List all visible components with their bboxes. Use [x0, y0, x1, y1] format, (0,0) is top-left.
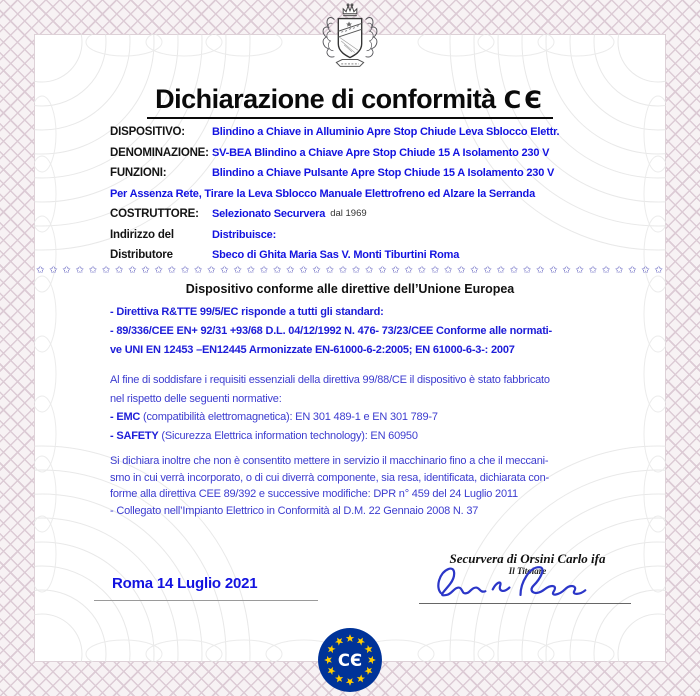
directive-line: - Direttiva R&TTE 99/5/EC risponde a tutti gli standard: [110, 306, 384, 318]
safety-text: (Sicurezza Elettrica information technology): EN 60950 [158, 429, 418, 442]
field-label: FUNZIONI: [110, 167, 167, 179]
requirements-paragraph [110, 371, 610, 445]
star-separator-row: ✩ ✩ ✩ ✩ ✩ ✩ ✩ ✩ ✩ ✩ ✩ ✩ ✩ ✩ ✩ ✩ ✩ ✩ ✩ ✩ ✩ ✩ ✩ ✩ ✩ ✩ ✩ ✩ ✩ ✩ ✩ ✩ ✩ ✩ ✩ ✩ ✩ ✩ ✩ ✩ ✩ ✩ ✩ ✩ ✩ ✩ ✩ ✩ [36, 265, 664, 276]
date-rule-line [94, 600, 318, 601]
field-label: Indirizzo del [110, 228, 174, 241]
handwritten-signature [428, 558, 613, 606]
declaration-line: - Collegato nell’Impianto Elettrico in Conformità al D.M. 22 Gennaio 2008 N. 37 [110, 504, 479, 517]
place-and-date: Roma 14 Luglio 2021 [112, 575, 258, 592]
requirements-line: nel rispetto delle seguenti normative: [110, 392, 282, 405]
signatory-name: Securvera di Orsini Carlo ifa [449, 551, 606, 566]
safety-label: - SAFETY [110, 429, 159, 442]
emc-text: (compatibilità elettromagnetica): EN 301 489-1 e EN 301 789-7 [140, 411, 438, 423]
field-value: Blindino a Chiave Pulsante Apre Stop Chiude 15 A Isolamento 230 V [212, 167, 555, 179]
ce-mark-title: CЄ [503, 86, 545, 114]
document-title [0, 84, 700, 119]
signature-rule-line [419, 603, 631, 604]
field-row-costruttore [110, 204, 605, 225]
directive-line: - 89/336/CEE EN+ 92/31 +93/68 D.L. 04/12/1992 N. 476- 73/23/CEE Conforme alle normati- [110, 325, 552, 337]
directives-paragraph [110, 303, 610, 360]
declaration-paragraph [110, 453, 610, 519]
field-value: SV-BEA Blindino a Chiave Apre Stop Chiude 15 A Isolamento 230 V [212, 146, 550, 159]
eu-ce-emblem [317, 627, 383, 693]
ce-mark-emblem: CЄ [337, 651, 363, 671]
safety-line [110, 427, 610, 446]
field-label: DENOMINAZIONE: [110, 146, 209, 159]
field-value-continued: Per Assenza Rete, Tirare la Leva Sblocco Manuale Elettrofreno ed Alzare la Serranda [110, 187, 535, 200]
field-label: Distributore [110, 249, 173, 261]
signatory-role: Il Titolare [508, 566, 547, 576]
field-label: COSTRUTTORE: [110, 208, 199, 220]
field-value: Distribuisce: [212, 228, 277, 241]
field-value: Selezionato Securvera [212, 208, 326, 220]
field-row-denominazione [110, 143, 605, 164]
field-row-dispositivo [110, 122, 605, 143]
field-row-indirizzo [110, 225, 605, 246]
requirements-line: Al fine di soddisfare i requisiti essenziali della direttiva 99/88/CE il dispositivo è stato fabbricato [110, 374, 550, 386]
coat-of-arms-crest [311, 2, 389, 80]
field-row-distributore [110, 245, 605, 266]
emc-line [110, 408, 610, 427]
declaration-line: Si dichiara inoltre che non è consentito mettere in servizio il macchinario fino a che il meccani- [110, 455, 549, 467]
directive-line: ve UNI EN 12453 –EN12445 Armonizzate EN-61000-6-2:2005; EN 61000-6-3-: 2007 [110, 344, 515, 356]
declaration-line: smo in cui verrà incorporato, o di cui diverrà componente, sia resa, identificata, dichiarata con- [110, 471, 549, 484]
conformity-heading: Dispositivo conforme alle direttive dell’Unione Europea [185, 282, 515, 296]
field-row-funzioni-line2 [110, 184, 605, 205]
field-value: Sbeco di Ghita Maria Sas V. Monti Tiburtini Roma [212, 249, 460, 261]
field-value: Blindino a Chiave in Alluminio Apre Stop Chiude Leva Sblocco Elettr. [212, 126, 560, 138]
field-label: DISPOSITIVO: [110, 126, 185, 138]
field-row-funzioni [110, 163, 605, 184]
device-fields [110, 122, 605, 266]
since-year-note: dal 1969 [330, 208, 367, 219]
title-text: Dichiarazione di conformità [155, 84, 496, 114]
declaration-line: forme alla direttiva CEE 89/392 e successive modifiche: DPR n° 459 del 24 Luglio 2011 [110, 488, 518, 500]
emc-label: - EMC [110, 411, 141, 423]
